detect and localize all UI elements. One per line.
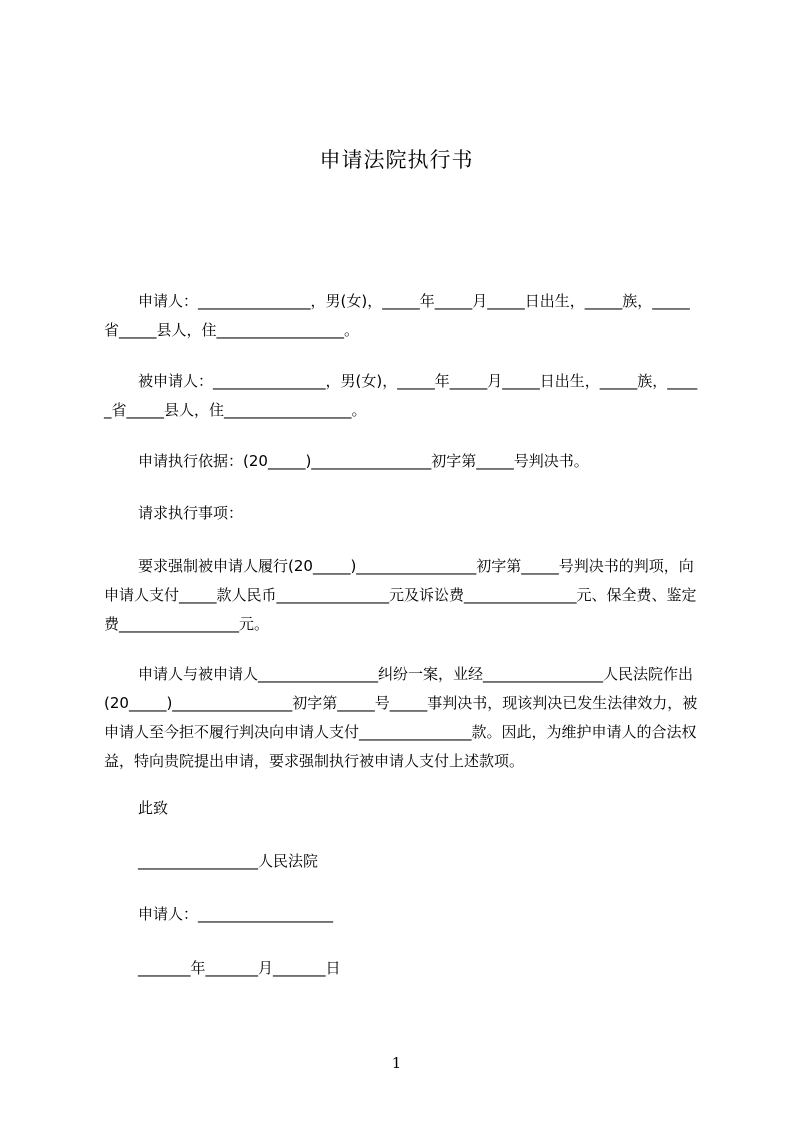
signature-text: 申请人：__________________	[138, 905, 334, 923]
respondent-paragraph	[104, 367, 702, 425]
salutation-text: 此致	[138, 799, 169, 817]
applicant-paragraph	[104, 287, 702, 345]
request-text: 要求强制被申请人履行(20_____)________________初字第_____号判决书的判项，向申请人支付_____款人民币_______________元及诉讼费_______________元、保全费、鉴定费________________元。	[104, 557, 697, 633]
facts-paragraph	[104, 660, 702, 776]
court-text: ________________人民法院	[138, 852, 319, 870]
basis-paragraph	[104, 447, 702, 476]
facts-text: 申请人与被申请人________________纠纷一案，业经________________人民法院作出(20_____)________________初字第_____号_____事判决书，现该判决已发生法律效力，被申请人至今拒不履行判决向申请人支付_______________款。因此，为维护申请人的合法权益，特向贵院提出申请，要求强制执行被申请人支付上述款项。	[104, 665, 698, 770]
signature-line	[104, 900, 702, 929]
document-title: 申请法院执行书	[319, 148, 474, 172]
respondent-text: 被申请人：_______________，男(女)，_____年_____月_____日出生，_____族，_____省_____县人，住_________________。	[104, 372, 698, 419]
date-text: _______年_______月_______日	[138, 959, 341, 977]
request-paragraph	[104, 552, 702, 639]
page-number: 1	[391, 1054, 402, 1072]
basis-text: 申请执行依据：(20_____)________________初字第_____号判决书。	[138, 452, 589, 470]
salutation	[104, 794, 702, 823]
court-line	[104, 847, 702, 876]
request-heading	[104, 499, 702, 528]
request-heading-text: 请求执行事项：	[138, 504, 244, 522]
date-line	[104, 954, 702, 983]
applicant-text: 申请人：_______________，男(女)，_____年_____月_____日出生，_____族，_____省_____县人，住_________________。	[104, 292, 690, 339]
